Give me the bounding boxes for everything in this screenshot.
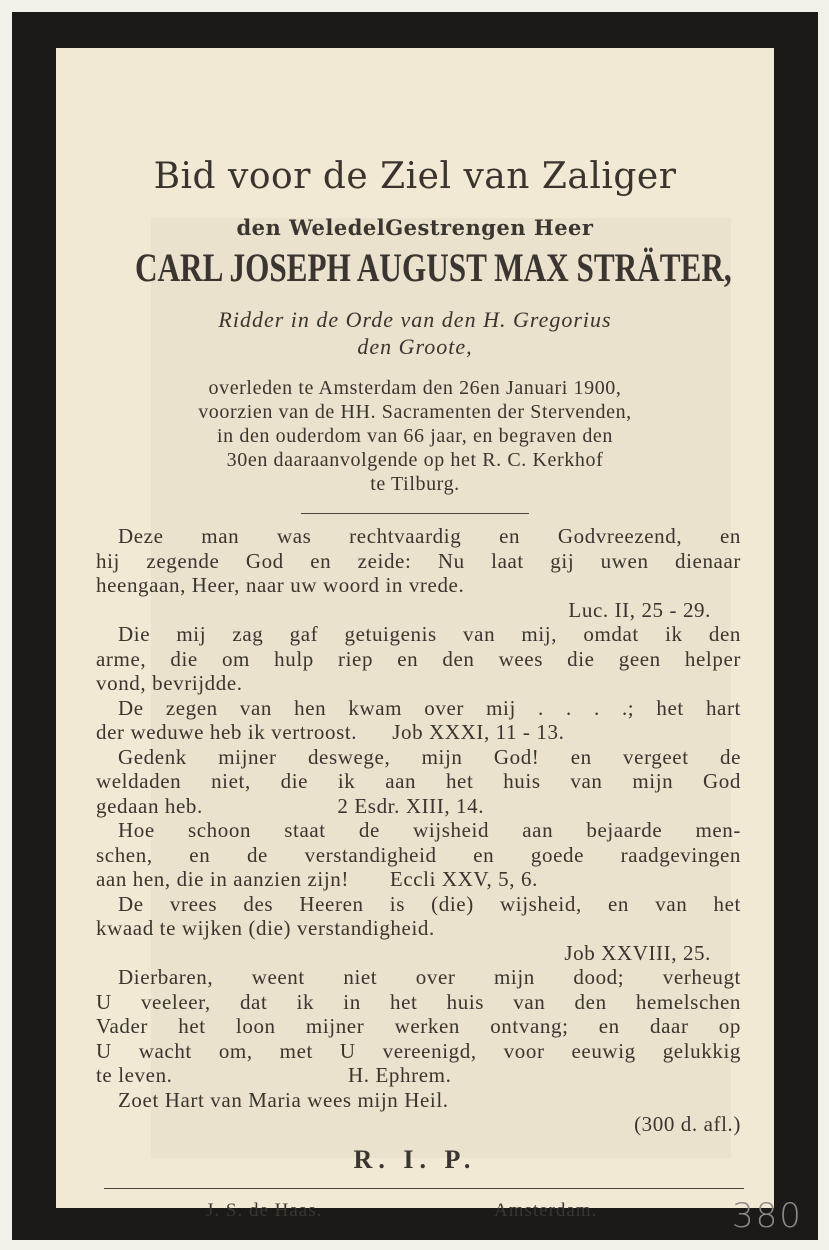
order-line: Ridder in de Orde van den H. Gregorius [218, 307, 612, 332]
divider [301, 513, 529, 514]
verse-line: aan hen, die in aanzien zijn! Eccli XXV, 5, 6. [96, 867, 538, 891]
verse-line: De zegen van hen kwam over mij . . . .; het hart [118, 695, 741, 720]
footer-divider [104, 1188, 744, 1189]
verse-line: der weduwe heb ik vertroost. Job XXXI, 11 - 13. [96, 720, 565, 744]
death-details [56, 376, 774, 496]
deceased-name: CARL JOSEPH AUGUST MAX STRÄTER, [134, 245, 732, 290]
verse-line: U wacht om, met U vereenigd, voor eeuwig gelukkig [96, 1038, 741, 1063]
verse-line: kwaad te wijken (die) verstandigheid. [96, 916, 435, 940]
verse-line: U veeleer, dat ik in het huis van den hemelschen [96, 989, 741, 1014]
verse-line: te leven. H. Ephrem. [96, 1063, 452, 1087]
order-title [56, 306, 774, 360]
verse-line: hij zegende God en zeide: Nu laat gij uwen dienaar [96, 548, 741, 573]
printer-city: Amsterdam. [494, 1200, 598, 1221]
death-line: te Tilburg. [370, 473, 460, 495]
verse-line: gedaan heb. 2 Esdr. XIII, 14. [96, 793, 485, 818]
honorific-line: den WeledelGestrengen Heer [236, 215, 594, 240]
verse-line: weldaden niet, die ik aan het huis van mijn God [96, 769, 741, 793]
death-line: 30en daaraanvolgende op het R. C. Kerkhof [226, 449, 604, 471]
indulgence-note: (300 d. afl.) [634, 1112, 741, 1136]
verse-line: Dierbaren, weent niet over mijn dood; verheugt [118, 965, 741, 989]
verse-reference: Luc. II, 25 - 29. [568, 597, 711, 622]
order-line: den Groote, [357, 334, 473, 359]
verse-line: Gedenk mijner deswege, mijn God! en vergeet de [118, 744, 741, 769]
verse-line: Hoe schoon staat de wijsheid aan bejaarde men- [118, 818, 741, 842]
verses-block [96, 524, 741, 1137]
rip-line: R. I. P. [353, 1145, 477, 1174]
death-line: in den ouderdom van 66 jaar, en begraven den [216, 425, 614, 447]
printer-name: J. S. de Haas. [206, 1200, 323, 1221]
verse-line: Deze man was rechtvaardig en Godvreezend, en [118, 524, 741, 548]
verse-line: schen, en de verstandigheid en goede raadgevingen [96, 842, 741, 867]
death-line: overleden te Amsterdam den 26en Januari 1900, [208, 377, 622, 399]
verse-line: heengaan, Heer, naar uw woord in vrede. [96, 573, 465, 597]
verse-line: arme, die om hulp riep en den wees die geen helper [96, 646, 741, 671]
verse-line: De vrees des Heeren is (die) wijsheid, en van het [118, 891, 741, 916]
prayer-card [56, 48, 803, 1236]
verse-line: vond, bevrijdde. [96, 671, 243, 695]
card-title: Bid voor de Ziel van Zaliger [153, 156, 677, 197]
verse-line: Zoet Hart van Maria wees mijn Heil. [118, 1087, 449, 1112]
verse-reference: Job XXVIII, 25. [564, 940, 711, 965]
archive-number: 380 [732, 1196, 803, 1236]
death-line: voorzien van de HH. Sacramenten der Stervenden, [198, 401, 632, 423]
verse-line: Die mij zag gaf getuigenis van mij, omdat ik den [118, 622, 741, 646]
verse-line: Vader het loon mijner werken ontvang; en daar op [96, 1014, 741, 1038]
